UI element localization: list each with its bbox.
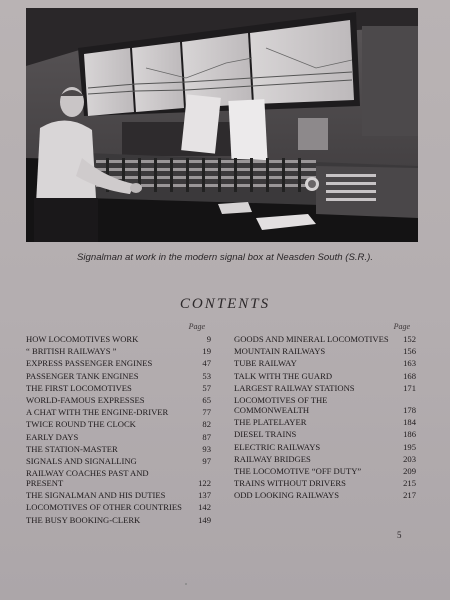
toc-entry[interactable] [26, 515, 211, 525]
toc-page: 171 [403, 382, 416, 393]
toc-title: RAILWAY BRIDGES [234, 453, 311, 464]
toc-page: 53 [202, 370, 211, 381]
toc-page: 122 [198, 478, 211, 489]
toc-entry[interactable] [234, 334, 416, 344]
toc-page: 137 [198, 490, 211, 501]
toc-title: PASSENGER TANK ENGINES [26, 370, 139, 381]
toc-entry[interactable] [234, 466, 416, 476]
toc-page: 203 [403, 453, 416, 464]
toc-entry[interactable] [26, 502, 211, 512]
toc-title: THE PLATELAYER [234, 417, 307, 428]
page-column-label: Page [188, 322, 205, 331]
toc-title: “ BRITISH RAILWAYS ” [26, 346, 117, 357]
toc-title: TWICE ROUND THE CLOCK [26, 419, 136, 430]
toc-title: EARLY DAYS [26, 431, 79, 442]
toc-page: 9 [206, 334, 211, 344]
toc-title: EXPRESS PASSENGER ENGINES [26, 358, 153, 369]
toc-title: ELECTRIC RAILWAYS [234, 441, 321, 452]
toc-page: 195 [403, 441, 416, 452]
page-number: 5 [397, 530, 402, 540]
toc-entry[interactable] [26, 383, 211, 393]
toc-title: THE LOCOMOTIVE “OFF DUTY” [234, 465, 362, 476]
toc-title: HOW LOCOMOTIVES WORK [26, 334, 139, 344]
toc-entry[interactable] [234, 395, 416, 415]
toc-entry[interactable] [26, 419, 211, 429]
paper-mark [185, 583, 187, 585]
toc-entry[interactable] [26, 395, 211, 405]
toc-title: ODD LOOKING RAILWAYS [234, 490, 340, 501]
toc-entry[interactable] [26, 407, 211, 417]
toc-entry[interactable] [26, 371, 211, 381]
toc-entry[interactable] [26, 468, 211, 488]
toc-page: 186 [403, 429, 416, 440]
toc-page: 163 [403, 358, 416, 369]
toc-title: WORLD-FAMOUS EXPRESSES [26, 394, 145, 405]
signal-box-photo [26, 8, 418, 242]
toc-title: A CHAT WITH THE ENGINE-DRIVER [26, 407, 169, 418]
toc-page: 209 [403, 465, 416, 476]
photo-caption: Signalman at work in the modern signal box at Neasden South (S.R.). [77, 252, 373, 263]
toc-page: 217 [403, 490, 416, 501]
toc-title: LOCOMOTIVES OF THE COMMONWEALTH [234, 394, 328, 415]
toc-entry[interactable] [234, 429, 416, 439]
toc-title: LARGEST RAILWAY STATIONS [234, 382, 355, 393]
contents-left-column [26, 322, 211, 527]
toc-entry[interactable] [26, 358, 211, 368]
toc-page: 168 [403, 370, 416, 381]
toc-entry[interactable] [234, 358, 416, 368]
toc-title: SIGNALS AND SIGNALLING [26, 455, 137, 466]
signal-box-illustration [26, 8, 418, 242]
toc-entry[interactable] [234, 454, 416, 464]
toc-page: 142 [198, 502, 211, 513]
toc-page: 57 [202, 382, 211, 393]
toc-title: THE STATION-MASTER [26, 443, 118, 454]
toc-entry[interactable] [234, 442, 416, 452]
toc-entry[interactable] [234, 383, 416, 393]
toc-entry[interactable] [26, 334, 211, 344]
toc-title: TRAINS WITHOUT DRIVERS [234, 478, 346, 489]
toc-page: 152 [403, 334, 416, 344]
toc-title: TALK WITH THE GUARD [234, 370, 333, 381]
toc-page: 93 [202, 443, 211, 454]
toc-page: 87 [202, 431, 211, 442]
toc-title: THE FIRST LOCOMOTIVES [26, 382, 132, 393]
toc-entry[interactable] [26, 346, 211, 356]
toc-entry[interactable] [26, 490, 211, 500]
toc-page: 77 [202, 407, 211, 418]
toc-page: 184 [403, 417, 416, 428]
toc-title: TUBE RAILWAY [234, 358, 297, 369]
toc-page: 65 [202, 394, 211, 405]
toc-title: GOODS AND MINERAL LOCOMOTIVES [234, 334, 389, 344]
contents-right-column [234, 322, 416, 502]
toc-entry[interactable] [26, 432, 211, 442]
toc-entry[interactable] [234, 417, 416, 427]
toc-page: 178 [403, 404, 416, 415]
page-column-label: Page [393, 322, 410, 331]
toc-title: DIESEL TRAINS [234, 429, 297, 440]
toc-page: 156 [403, 346, 416, 357]
toc-page: 19 [202, 346, 211, 357]
toc-page: 97 [202, 455, 211, 466]
toc-entry[interactable] [234, 371, 416, 381]
toc-page: 47 [202, 358, 211, 369]
toc-page: 215 [403, 478, 416, 489]
toc-entry[interactable] [26, 456, 211, 466]
toc-title: THE SIGNALMAN AND HIS DUTIES [26, 490, 166, 501]
toc-page: 82 [202, 419, 211, 430]
toc-entry[interactable] [234, 478, 416, 488]
toc-title: LOCOMOTIVES OF OTHER COUNTRIES [26, 502, 182, 513]
toc-entry[interactable] [234, 490, 416, 500]
toc-title: RAILWAY COACHES PAST AND PRESENT [26, 468, 149, 489]
contents-heading: CONTENTS [179, 296, 271, 312]
toc-title: MOUNTAIN RAILWAYS [234, 346, 326, 357]
toc-page: 149 [198, 514, 211, 525]
toc-entry[interactable] [26, 444, 211, 454]
toc-title: THE BUSY BOOKING-CLERK [26, 514, 141, 525]
toc-entry[interactable] [234, 346, 416, 356]
